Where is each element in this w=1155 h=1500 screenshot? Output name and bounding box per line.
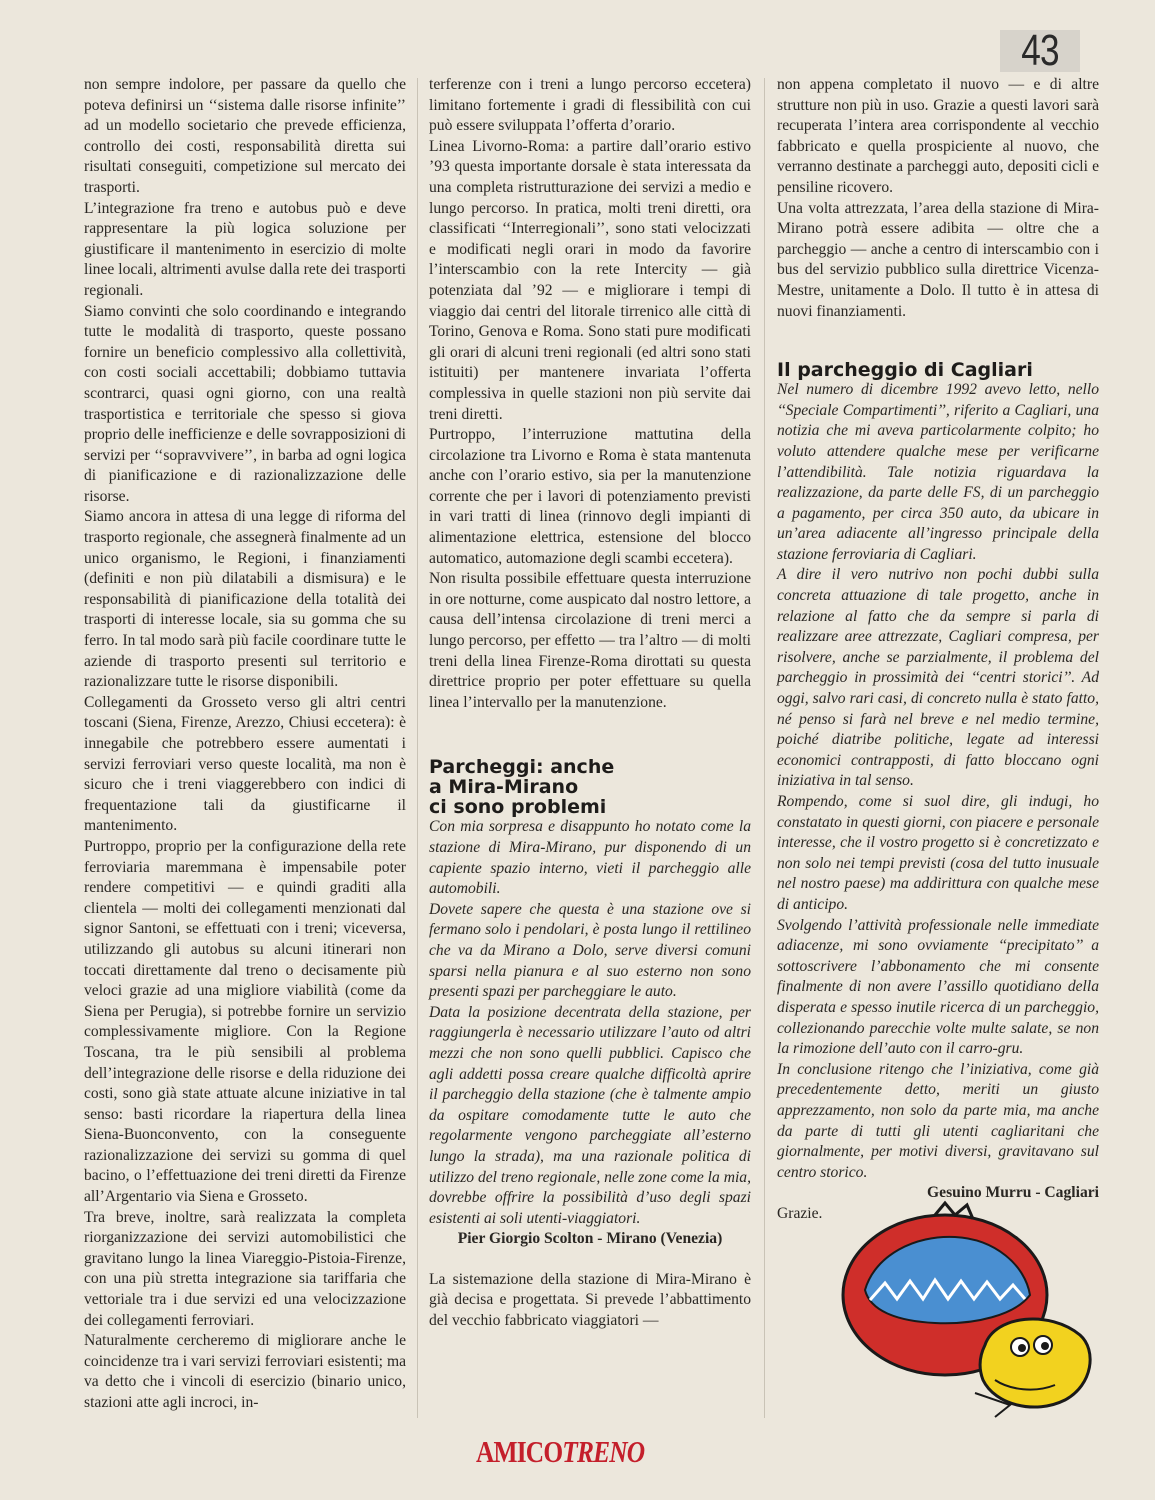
paragraph: Siamo ancora in attesa di una legge di riforma del trasporto regionale, che assegnerà finalmente ad un unico organismo, le Regioni, i finanziamenti (definiti e non più dilatabili a dismisura) e le responsabilità di pianificazione della totalità dei trasporti di interesse locale, sia su gomma che su ferro. In tal modo sarà più facile coordinare tutte le aziende di trasporto presenti sul territorio e razionalizzare tutte le risorse disponibili.: [84, 508, 406, 691]
cartoon-illustration: [835, 1195, 1105, 1420]
heading-line: Parcheggi: anche: [429, 756, 615, 779]
letter-signature: Pier Giorgio Scolton - Mirano (Venezia): [457, 1230, 723, 1248]
paragraph: Tra breve, inoltre, sarà realizzata la completa riorganizzazione dei servizi automobilistici che gravitano lungo la linea Viareggio-Pistoia-Firenze, con una più stretta integrazione sia tariffaria che vettoriale tra i due servizi ed una velocizzazione dei collegamenti ferroviari.: [84, 1208, 406, 1329]
heading-line: ci sono problemi: [429, 796, 607, 819]
column-divider: [417, 78, 418, 1418]
paragraph: Purtroppo, l’interruzione mattutina della circolazione tra Livorno e Roma è stata mantenuta anche con l’orario estivo, sia per la manutenzione corrente che per i lavori di potenziamento previsti in vari tratti di linea (rinnovo degli impianti di alimentazione elettrica, estensione del blocco automatico, automazione degli scambi eccetera).: [429, 426, 751, 567]
letter-paragraph: Con mia sorpresa e disappunto ho notato come la stazione di Mira-Mirano, pur disponendo di un capiente spazio interno, vieti il parcheggio alle automobili.: [429, 818, 751, 898]
letter-paragraph: A dire il vero nutrivo non pochi dubbi sulla concreta attuazione di tale progetto, anche in relazione al fatto che da sempre si parla di realizzare aree attrezzate, Cagliari compresa, per risolvere, anche se parzialmente, il problema del parcheggio in prossimità dei ‘‘centri storici’’. Ad oggi, salvo rari casi, di concreto nulla è stato fatto, né penso si farà nel breve e nel medio termine, poiché diatribe politiche, legate ad interessi economici contrapposti, di fatto bloccano ogni iniziativa in tal senso.: [777, 566, 1099, 790]
page-number: 43: [1000, 30, 1080, 72]
letter-paragraph: In conclusione ritengo che l’iniziativa, come già precedentemente detto, meriti un giusto apprezzamento, non solo da parte mia, ma anche da parte di tutti gli utenti cagliaritani che giornalmente, per motivi diversi, gravitavano sul centro storico.: [777, 1060, 1099, 1181]
letter-paragraph: Svolgendo l’attività professionale nelle immediate adiacenze, mi sono ovviamente ‘‘precipitato’’ a sottoscrivere l’abbonamento che mi consente finalmente di non avere l’assillo quotidiano della disperata e spesso inutile ricerca di un parcheggio, collezionando parecchie volte multe salate, se non la rimozione dell’auto con il carro-gru.: [777, 916, 1099, 1058]
paragraph: non appena completato il nuovo — e di altre strutture non più in uso. Grazie a questi lavori sarà recuperata l’intera area corrispondente al vecchio fabbricato e quella prospiciente al nuovo, che verranno destinate a parcheggi auto, depositi cicli e pensiline ricovero.: [777, 76, 1099, 196]
paragraph: L’integrazione fra treno e autobus può e deve rappresentare la più logica soluzione per giustificare il mantenimento in esercizio di molte linee locali, altrimenti avulse dalla rete dei trasporti regionali.: [84, 199, 406, 299]
letter-heading-mira: [429, 757, 751, 817]
middle-column: [429, 75, 751, 1332]
magazine-logo: [476, 1434, 644, 1470]
logo-part: TRENO: [562, 1434, 645, 1469]
paragraph: Collegamenti da Grosseto verso gli altri centri toscani (Siena, Firenze, Arezzo, Chiusi eccetera): è innegabile che potrebbero essere aumentati i servizi ferroviari verso queste località, ma non è sicuro che i treni viaggerebbero con indici di frequentazione tali da giustificarne il mantenimento.: [84, 693, 406, 835]
letter-paragraph: Dovete sapere che questa è una stazione ove si fermano solo i pendolari, è posta lungo il rettilineo che va da Mirano a Dolo, serve diversi comuni sparsi nella pianura e al suo esterno non sono presenti spazi per parcheggiare le auto.: [429, 900, 751, 1001]
column-divider: [764, 78, 765, 1418]
heading-line: a Mira-Mirano: [429, 776, 579, 799]
paragraph: Purtroppo, proprio per la configurazione della rete ferroviaria maremmana è impensabile poter rendere competitivi — e quindi graditi alla clientela — molti dei collegamenti menzionati dal signor Santoni, se effettuati con i treni; viceversa, utilizzando gli autobus su alcuni itinerari non toccati direttamente dal treno o decisamente più veloci grazie ad una migliore viabilità (come da Siena per Perugia), si potrebbe fornire un servizio complessivamente migliore. Con la Regione Toscana, tra le più sensibili al problema dell’integrazione delle risorse e della riduzione dei costi, sono già state attuate alcune iniziative in tal senso: basti ricordare la riapertura della linea Siena-Buonconvento, con la conseguente razionalizzazione dei servizi su gomma di quel bacino, o l’effettuazione dei treni diretti da Firenze all’Argentario via Siena e Grosseto.: [84, 837, 406, 1206]
paragraph: terferenze con i treni a lungo percorso eccetera) limitano fortemente i gradi di flessibilità con cui può essere sviluppata l’offerta d’orario.: [429, 76, 751, 135]
logo-part: AMICO: [476, 1434, 563, 1469]
paragraph: Naturalmente cercheremo di migliorare anche le coincidenze tra i vari servizi ferroviari esistenti; ma va detto che i vincoli di esercizio (binario unico, stazioni atte agli incroci, in-: [84, 1332, 406, 1411]
paragraph: Una volta attrezzata, l’area della stazione di Mira-Mirano potrà essere adibita — oltre che a parcheggio — anche a centro di interscambio con i bus del servizio pubblico sulla direttrice Vicenza-Mestre, unitamente a Dolo. Il tutto è in attesa di nuovi finanziamenti.: [777, 199, 1099, 320]
closing-text: Grazie.: [777, 1204, 823, 1222]
letter-signature: Gesuino Murru - Cagliari: [927, 1184, 1099, 1202]
paragraph: Linea Livorno-Roma: a partire dall’orario estivo ’93 questa importante dorsale è stata interessata da una completa ristrutturazione dei servizi a medio e lungo percorso. In pratica, molti treni diretti, ora classificati ‘‘Interregionali’’, sono stati velocizzati e modificati negli orari in modo da favorire l’interscambio con la rete Intercity — già potenziata dal ’92 — e migliorare i tempi di viaggio dai centri del litorale tirrenico alle città di Torino, Genova e Roma. Sono stati pure modificati gli orari di alcuni treni regionali (ed altri sono stati istituiti) per mantenere invariata l’offerta complessiva in quelle stazioni non più servite dai treni diretti.: [429, 137, 751, 423]
paragraph: Non risulta possibile effettuare questa interruzione in ore notturne, come auspicato dal nostro lettore, a causa dell’intensa circolazione di treni merci a lungo percorso, per effetto — tra l’altro — di molti treni della linea Firenze-Roma dirottati su questa direttrice proprio per poter effettuare su quella linea l’intervallo per la manutenzione.: [429, 570, 751, 711]
paragraph: non sempre indolore, per passare da quello che poteva definirsi un ‘‘sistema dalle risorse infinite’’ ad un modello societario che prevede efficienza, controllo dei costi, responsabilità diretta sui risultati conseguiti, competizione sul mercato dei trasporti.: [84, 76, 406, 196]
letter-paragraph: Data la posizione decentrata della stazione, per raggiungerla è necessario utilizzare l’auto od altri mezzi che non sono quelli pubblici. Capisco che agli addetti possa creare qualche difficoltà aprire il parcheggio della stazione (che è talmente ampio da ospitare comodamente tutte le auto che regolarmente vengono parcheggiate all’esterno lungo la strada), ma una razionale politica di utilizzo del treno regionale, nelle zone come la mia, dovrebbe offrire la possibilità d’uso degli spazi esistenti ai soli utenti-viaggiatori.: [429, 1003, 751, 1227]
lemon-figure: [975, 1319, 1090, 1417]
paragraph: Siamo convinti che solo coordinando e integrando tutte le modalità di trasporto, queste possano fornire un beneficio complessivo alla collettività, con costi sociali accettabili; dobbiamo tuttavia scontrarci, quasi ogni giorno, con una realtà trasportistica e territoriale che spesso si giova proprio delle inefficienze e delle sovrapposizioni di servizi per ‘‘sopravvivere’’, in barba ad ogni logica di pianificazione e di razionalizzazione delle risorse.: [84, 302, 406, 505]
letter-paragraph: Rompendo, come si suol dire, gli indugi, ho constatato in questi giorni, con piacere e personale interesse, che il vostro progetto si è concretizzato e non solo nei tempi previsti (cosa del tutto inusuale nel nostro paese) ma addirittura con qualche mese di anticipo.: [777, 793, 1099, 913]
reply-paragraph: La sistemazione della stazione di Mira-Mirano è già decisa e progettata. Si prevede l’abbattimento del vecchio fabbricato viaggiatori —: [429, 1270, 751, 1330]
letter-heading-cagliari: Il parcheggio di Cagliari: [777, 359, 1033, 382]
left-column: [84, 75, 406, 1414]
right-column: [777, 75, 1099, 1224]
letter-paragraph: Nel numero di dicembre 1992 avevo letto, nello ‘‘Speciale Compartimenti’’, riferito a Cagliari, una notizia che mi aveva particolarmente colpito; ho voluto attendere qualche mese per verificarne l’attendibilità. Tale notizia riguardava la realizzazione, da parte delle FS, di un parcheggio a pagamento, per circa 350 auto, da ubicare in un’area adiacente all’ingresso principale della stazione ferroviaria di Cagliari.: [777, 381, 1099, 563]
